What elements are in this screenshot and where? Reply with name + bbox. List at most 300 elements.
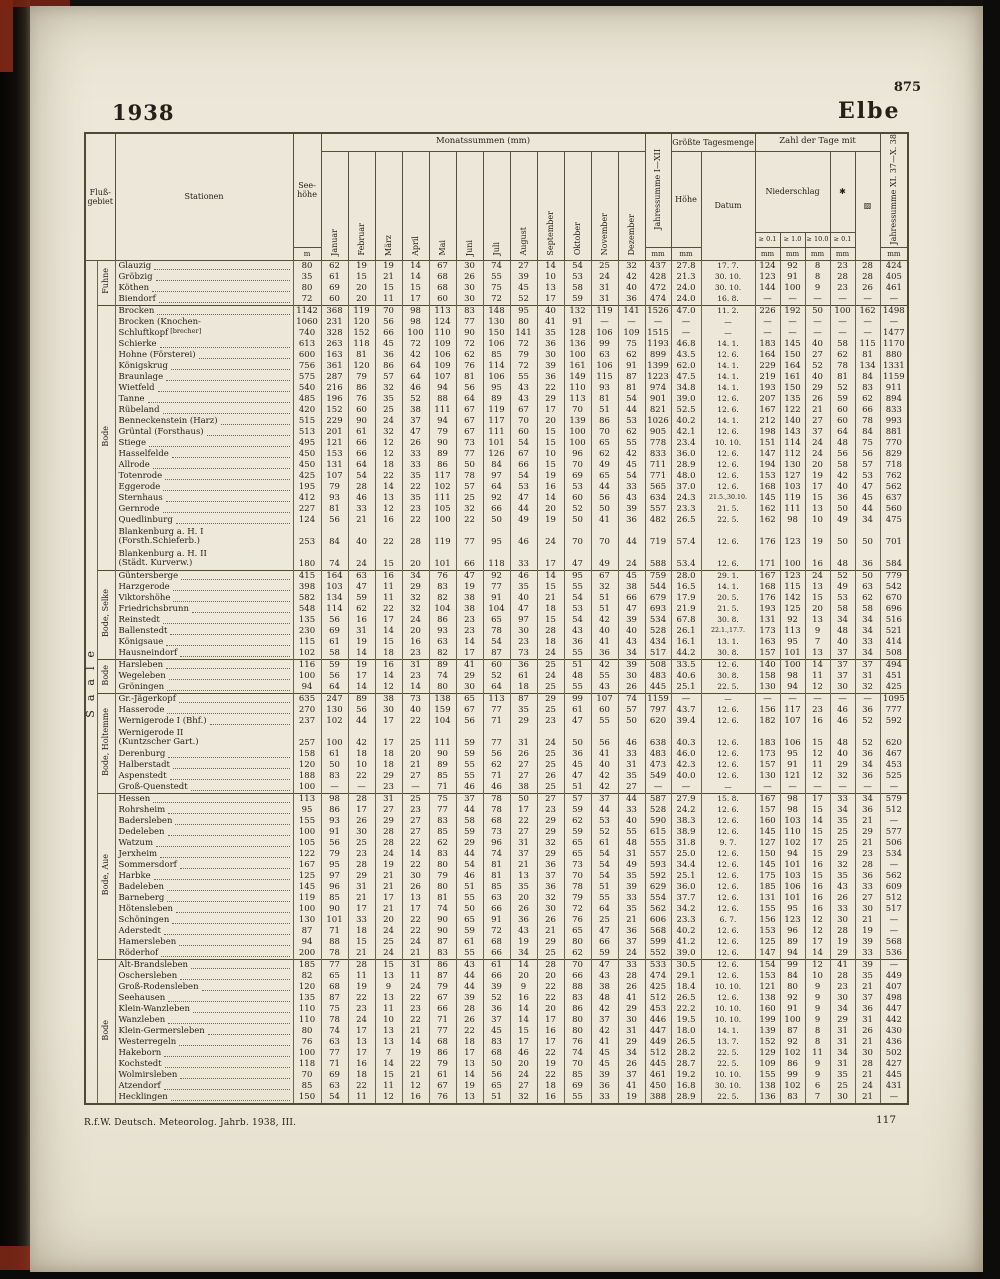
month-value-cell: 43: [618, 493, 645, 504]
tage-cell: 157: [755, 760, 780, 771]
month-value-cell: 65: [483, 1081, 510, 1092]
month-value-cell: 46: [456, 782, 483, 794]
month-value-cell: 41: [591, 1037, 618, 1048]
month-value-cell: 138: [429, 693, 456, 705]
month-value-cell: 30: [402, 871, 429, 882]
tage-cell: 212: [755, 416, 780, 427]
tage-cell: 94: [780, 682, 805, 694]
month-value-cell: 37: [618, 1070, 645, 1081]
month-value-cell: 114: [483, 361, 510, 372]
month-value-cell: 25: [402, 727, 429, 749]
month-value-cell: 28: [348, 793, 375, 805]
month-value-cell: 28: [375, 838, 402, 849]
datum-cell: 21.5.,30.10.: [701, 493, 755, 504]
tage-cell: 7: [805, 637, 830, 648]
month-value-cell: 12: [402, 1081, 429, 1092]
month-value-cell: 70: [564, 1059, 591, 1070]
month-value-cell: 35: [375, 394, 402, 405]
tage-cell: —: [805, 782, 830, 794]
month-value-cell: 36: [537, 860, 564, 871]
table-row: [85, 937, 908, 948]
month-value-cell: 82: [429, 648, 456, 660]
tage-cell: 112: [780, 449, 805, 460]
month-value-cell: 33: [618, 482, 645, 493]
month-value-cell: 72: [510, 361, 537, 372]
tage-cell: 15: [805, 805, 830, 816]
datum-cell: 14. 1.: [701, 1026, 755, 1037]
month-value-cell: 73: [564, 860, 591, 871]
month-value-cell: 45: [618, 460, 645, 471]
tage-cell: 121: [755, 982, 780, 993]
month-value-cell: 34: [510, 948, 537, 960]
month-value-cell: 19: [537, 471, 564, 482]
tage-cell: 92: [780, 260, 805, 272]
month-value-cell: 95: [483, 383, 510, 394]
jahressumme-cell: 445: [645, 682, 671, 694]
tage-cell: 8: [805, 260, 830, 272]
max-tagesmenge-cell: 28.9: [671, 460, 701, 471]
jahressumme-vorjahr-cell: 579: [880, 793, 908, 805]
tage-cell: 173: [755, 626, 780, 637]
month-value-cell: 79: [321, 482, 348, 493]
station-name: Allrode: [115, 460, 293, 471]
month-value-cell: 29: [375, 771, 402, 782]
tage-cell: 138: [755, 1081, 780, 1092]
table-row: [85, 915, 908, 926]
month-value-cell: 68: [321, 982, 348, 993]
month-value-cell: 141: [618, 305, 645, 317]
month-value-cell: 57: [456, 482, 483, 493]
month-value-cell: 17: [537, 1037, 564, 1048]
datum-cell: 30. 10.: [701, 283, 755, 294]
month-value-cell: 36: [618, 515, 645, 526]
seehoehe-cell: 125: [293, 871, 321, 882]
month-value-cell: 30: [456, 294, 483, 306]
tage-cell: 219: [755, 372, 780, 383]
max-tagesmenge-cell: 43.7: [671, 705, 701, 716]
tage-cell: 52: [830, 383, 855, 394]
month-value-cell: 150: [483, 328, 510, 339]
month-value-cell: 29: [537, 816, 564, 827]
tage-cell: 34: [855, 760, 880, 771]
month-value-cell: 26: [510, 904, 537, 915]
month-value-cell: 100: [564, 427, 591, 438]
tage-cell: 39: [855, 959, 880, 971]
month-value-cell: 37: [618, 937, 645, 948]
month-value-cell: 17: [375, 893, 402, 904]
month-value-cell: 67: [456, 405, 483, 416]
month-value-cell: 55: [456, 948, 483, 960]
station-name: Gernrode: [115, 504, 293, 515]
seehoehe-cell: 118: [293, 1059, 321, 1070]
table-row: [85, 1037, 908, 1048]
station-name: Jerxheim: [115, 849, 293, 860]
page-number: 875: [893, 80, 921, 95]
month-value-cell: 134: [321, 593, 348, 604]
tage-cell: 81: [855, 350, 880, 361]
month-value-cell: 58: [321, 648, 348, 660]
month-value-cell: 16: [375, 570, 402, 582]
month-value-cell: 55: [456, 771, 483, 782]
month-value-cell: 66: [483, 504, 510, 515]
month-value-cell: 15: [375, 1070, 402, 1081]
month-value-cell: 86: [429, 959, 456, 971]
station-name: Biendorf: [115, 294, 293, 306]
month-value-cell: 47: [510, 604, 537, 615]
tage-cell: 147: [755, 449, 780, 460]
month-value-cell: 22: [537, 383, 564, 394]
month-value-cell: 18: [537, 604, 564, 615]
tage-cell: 152: [755, 1037, 780, 1048]
tage-cell: 81: [830, 372, 855, 383]
month-value-cell: 55: [591, 716, 618, 727]
month-value-cell: 22: [537, 1048, 564, 1059]
station-name: Brocken (Knochen-: [115, 317, 293, 328]
month-value-cell: 110: [429, 328, 456, 339]
tage-cell: 160: [755, 816, 780, 827]
tage-cell: 147: [755, 948, 780, 960]
month-value-cell: 19: [375, 860, 402, 871]
month-value-cell: 22: [402, 1059, 429, 1070]
month-value-cell: 17: [537, 405, 564, 416]
tage-cell: 31: [830, 1059, 855, 1070]
tage-cell: 153: [755, 471, 780, 482]
month-value-cell: 26: [510, 749, 537, 760]
tage-cell: 153: [755, 926, 780, 937]
table-row: [85, 948, 908, 960]
jahressumme-vorjahr-cell: 779: [880, 570, 908, 582]
month-value-cell: 41: [456, 659, 483, 671]
datum-cell: 12. 6.: [701, 926, 755, 937]
table-row: [85, 328, 908, 339]
jahressumme-vorjahr-cell: —: [880, 959, 908, 971]
tage-cell: 29: [830, 948, 855, 960]
datum-cell: 30. 10.: [701, 272, 755, 283]
binding-red-mark-top: [0, 0, 13, 72]
book-page: [30, 6, 983, 1272]
jahressumme-cell: —: [645, 317, 671, 328]
jahressumme-cell: 388: [645, 1092, 671, 1104]
jahressumme-cell: 474: [645, 294, 671, 306]
month-value-cell: 11: [375, 1004, 402, 1015]
month-value-cell: 24: [375, 849, 402, 860]
month-value-cell: 26: [402, 882, 429, 893]
month-value-cell: 59: [564, 805, 591, 816]
datum-cell: 20. 5.: [701, 593, 755, 604]
month-value-cell: 98: [321, 793, 348, 805]
tage-cell: 21: [805, 405, 830, 416]
month-value-cell: 68: [483, 1048, 510, 1059]
tage-cell: 60: [830, 405, 855, 416]
datum-cell: 12. 6.: [701, 460, 755, 471]
month-value-cell: 81: [483, 860, 510, 871]
seehoehe-cell: 76: [293, 1037, 321, 1048]
tage-cell: 145: [755, 827, 780, 838]
datum-cell: 12. 6.: [701, 805, 755, 816]
month-value-cell: 73: [483, 827, 510, 838]
jahressumme-vorjahr-cell: 502: [880, 1048, 908, 1059]
jahressumme-vorjahr-cell: 592: [880, 716, 908, 727]
tage-cell: 41: [830, 959, 855, 971]
max-tagesmenge-cell: 25.0: [671, 849, 701, 860]
seehoehe-cell: 130: [293, 915, 321, 926]
month-value-cell: 50: [456, 904, 483, 915]
month-value-cell: 30: [375, 705, 402, 716]
table-row: [85, 1048, 908, 1059]
tage-cell: 27: [805, 416, 830, 427]
unit-threshold-snow: mm: [830, 247, 855, 260]
tage-cell: 101: [780, 648, 805, 660]
month-value-cell: 39: [618, 659, 645, 671]
niederschlag-header: Niederschlag: [755, 151, 830, 232]
month-value-cell: 27: [510, 260, 537, 272]
tage-cell: 13: [805, 615, 830, 626]
tage-cell: 155: [755, 1070, 780, 1081]
station-name: Hakeborn: [115, 1048, 293, 1059]
datum-cell: 9. 7.: [701, 838, 755, 849]
seehoehe-cell: 515: [293, 416, 321, 427]
jahressumme-cell: 629: [645, 882, 671, 893]
tage-cell: 103: [780, 816, 805, 827]
month-value-cell: 29: [456, 671, 483, 682]
unit-threshold-10: mm: [780, 247, 805, 260]
month-value-cell: 60: [591, 705, 618, 716]
month-value-cell: 24: [402, 615, 429, 626]
month-value-cell: 56: [483, 1070, 510, 1081]
month-value-cell: 42: [618, 272, 645, 283]
jahressumme-vorjahr-cell: 881: [880, 427, 908, 438]
month-value-cell: 13: [456, 1092, 483, 1104]
max-tagesmenge-cell: 19.2: [671, 1070, 701, 1081]
month-value-cell: 45: [510, 283, 537, 294]
tage-cell: 30: [830, 915, 855, 926]
month-value-cell: 11: [375, 582, 402, 593]
month-value-cell: 96: [564, 449, 591, 460]
jahressumme-cell: 771: [645, 471, 671, 482]
group-label: Bode: [97, 305, 115, 570]
max-tagesmenge-cell: 53.4: [671, 548, 701, 571]
month-value-cell: 102: [321, 716, 348, 727]
datum-cell: 30. 10.: [701, 1081, 755, 1092]
seehoehe-cell: 120: [293, 760, 321, 771]
tage-cell: 36: [855, 749, 880, 760]
month-value-cell: 30: [618, 671, 645, 682]
max-tagesmenge-cell: 46.8: [671, 339, 701, 350]
station-name: Gr.-Jägerkopf: [115, 693, 293, 705]
month-value-cell: 44: [456, 805, 483, 816]
month-value-cell: 68: [429, 1037, 456, 1048]
tage-cell: 36: [855, 548, 880, 571]
jahressumme-cell: 512: [645, 1048, 671, 1059]
month-value-cell: 22: [456, 515, 483, 526]
month-value-cell: 85: [429, 827, 456, 838]
month-value-cell: 34: [618, 648, 645, 660]
month-value-cell: 67: [510, 449, 537, 460]
tage-cell: 50: [830, 526, 855, 548]
month-value-cell: 97: [483, 471, 510, 482]
month-value-cell: 27: [402, 827, 429, 838]
month-value-cell: 38: [456, 593, 483, 604]
tage-cell: 193: [755, 604, 780, 615]
month-value-cell: 100: [321, 727, 348, 749]
month-value-cell: 14: [456, 1070, 483, 1081]
jahressumme-cell: 711: [645, 460, 671, 471]
tage-cell: 21: [855, 982, 880, 993]
month-value-cell: 55: [591, 893, 618, 904]
month-value-cell: 13: [375, 1026, 402, 1037]
datum-cell: 30. 8.: [701, 671, 755, 682]
jahressumme-vorjahr-cell: 425: [880, 682, 908, 694]
jahressumme-cell: 549: [645, 771, 671, 782]
threshold-01: ≥ 0.1: [755, 232, 780, 247]
month-value-cell: 28: [537, 626, 564, 637]
jahressumme-cell: 555: [645, 838, 671, 849]
month-value-cell: 30: [348, 827, 375, 838]
month-value-cell: 119: [591, 305, 618, 317]
datum-cell: 12. 6.: [701, 827, 755, 838]
max-tagesmenge-cell: —: [671, 782, 701, 794]
jahressumme-cell: 615: [645, 827, 671, 838]
col-header-august: August: [510, 151, 537, 260]
tage-cell: —: [805, 328, 830, 339]
month-value-cell: 38: [456, 604, 483, 615]
month-value-cell: 17: [456, 1048, 483, 1059]
month-value-cell: 124: [429, 317, 456, 328]
max-tagesmenge-cell: 24.0: [671, 283, 701, 294]
month-value-cell: 50: [483, 1059, 510, 1070]
month-value-cell: 27: [618, 782, 645, 794]
month-value-cell: 117: [483, 416, 510, 427]
month-value-cell: 70: [564, 405, 591, 416]
month-value-cell: 31: [348, 626, 375, 637]
tage-cell: 49: [830, 582, 855, 593]
month-value-cell: 72: [402, 339, 429, 350]
month-value-cell: 22: [537, 982, 564, 993]
month-value-cell: 14: [510, 959, 537, 971]
month-value-cell: 24: [537, 648, 564, 660]
month-value-cell: 30: [618, 1015, 645, 1026]
station-name: Barneberg: [115, 893, 293, 904]
table-row: [85, 1059, 908, 1070]
month-value-cell: 59: [591, 948, 618, 960]
station-name: Hasselfelde: [115, 449, 293, 460]
month-value-cell: 79: [429, 427, 456, 438]
month-value-cell: 20: [537, 504, 564, 515]
month-value-cell: 40: [348, 526, 375, 548]
month-value-cell: 22: [402, 1015, 429, 1026]
month-value-cell: 70: [564, 526, 591, 548]
tage-cell: 99: [780, 1070, 805, 1081]
tage-cell: 8: [805, 1026, 830, 1037]
month-value-cell: 98: [402, 317, 429, 328]
month-value-cell: 141: [510, 328, 537, 339]
month-value-cell: 97: [321, 871, 348, 882]
month-value-cell: 92: [483, 570, 510, 582]
month-value-cell: 96: [321, 882, 348, 893]
tage-cell: 10: [805, 971, 830, 982]
seehoehe-cell: 450: [293, 449, 321, 460]
jahressumme-cell: 1159: [645, 693, 671, 705]
max-tagesmenge-cell: 42.1: [671, 427, 701, 438]
month-value-cell: 21: [402, 1026, 429, 1037]
tage-cell: 183: [755, 727, 780, 749]
max-tagesmenge-cell: 42.3: [671, 760, 701, 771]
max-tagesmenge-cell: 44.2: [671, 648, 701, 660]
month-value-cell: 74: [321, 548, 348, 571]
month-value-cell: 77: [456, 449, 483, 460]
month-value-cell: 15: [537, 615, 564, 626]
datum-cell: 12. 6.: [701, 548, 755, 571]
seehoehe-cell: 398: [293, 582, 321, 593]
tage-cell: 157: [755, 648, 780, 660]
month-value-cell: 54: [618, 394, 645, 405]
month-value-cell: 22: [537, 993, 564, 1004]
groesste-tagesmenge-header: Größte Tagesmenge: [671, 133, 755, 151]
month-value-cell: 29: [348, 871, 375, 882]
month-value-cell: 18: [537, 1081, 564, 1092]
tage-cell: 111: [780, 504, 805, 515]
jahressumme-cell: 634: [645, 493, 671, 504]
month-value-cell: 20: [537, 971, 564, 982]
month-value-cell: 63: [429, 637, 456, 648]
tage-cell: 46: [830, 705, 855, 716]
month-value-cell: 32: [510, 1092, 537, 1104]
month-value-cell: 17: [510, 805, 537, 816]
month-value-cell: 22: [348, 771, 375, 782]
tage-cell: 9: [805, 1004, 830, 1015]
month-value-cell: 115: [591, 372, 618, 383]
datum-cell: 12. 6.: [701, 937, 755, 948]
jahressumme-vorjahr-cell: 1095: [880, 693, 908, 705]
month-value-cell: 13: [375, 993, 402, 1004]
month-value-cell: 20: [510, 893, 537, 904]
month-value-cell: 19: [510, 937, 537, 948]
month-value-cell: 24: [375, 948, 402, 960]
datum-cell: 12. 6.: [701, 449, 755, 460]
jahressumme-vorjahr-cell: 584: [880, 548, 908, 571]
month-value-cell: 15: [375, 283, 402, 294]
month-value-cell: 15: [537, 438, 564, 449]
month-value-cell: 92: [483, 493, 510, 504]
month-value-cell: 82: [429, 593, 456, 604]
month-value-cell: 55: [564, 1092, 591, 1104]
month-value-cell: 63: [591, 350, 618, 361]
jahressumme-vorjahr-cell: 498: [880, 993, 908, 1004]
tage-cell: 24: [805, 570, 830, 582]
tage-cell: 84: [855, 427, 880, 438]
month-value-cell: 47: [564, 548, 591, 571]
month-value-cell: 78: [483, 626, 510, 637]
table-row: [85, 882, 908, 893]
jahressumme-cell: 568: [645, 926, 671, 937]
tage-cell: 29: [830, 1015, 855, 1026]
tage-cell: 7: [805, 1092, 830, 1104]
tage-cell: 36: [855, 805, 880, 816]
month-value-cell: 65: [591, 471, 618, 482]
seehoehe-cell: 85: [293, 1081, 321, 1092]
max-tagesmenge-cell: 16.1: [671, 637, 701, 648]
month-value-cell: 62: [591, 449, 618, 460]
tage-cell: 98: [780, 793, 805, 805]
month-value-cell: 16: [402, 1092, 429, 1104]
month-value-cell: 77: [321, 1048, 348, 1059]
month-value-cell: 54: [456, 860, 483, 871]
tage-cell: 25: [830, 838, 855, 849]
month-value-cell: 9: [510, 982, 537, 993]
month-value-cell: 71: [321, 1059, 348, 1070]
month-value-cell: 85: [564, 1070, 591, 1081]
month-value-cell: 83: [429, 849, 456, 860]
